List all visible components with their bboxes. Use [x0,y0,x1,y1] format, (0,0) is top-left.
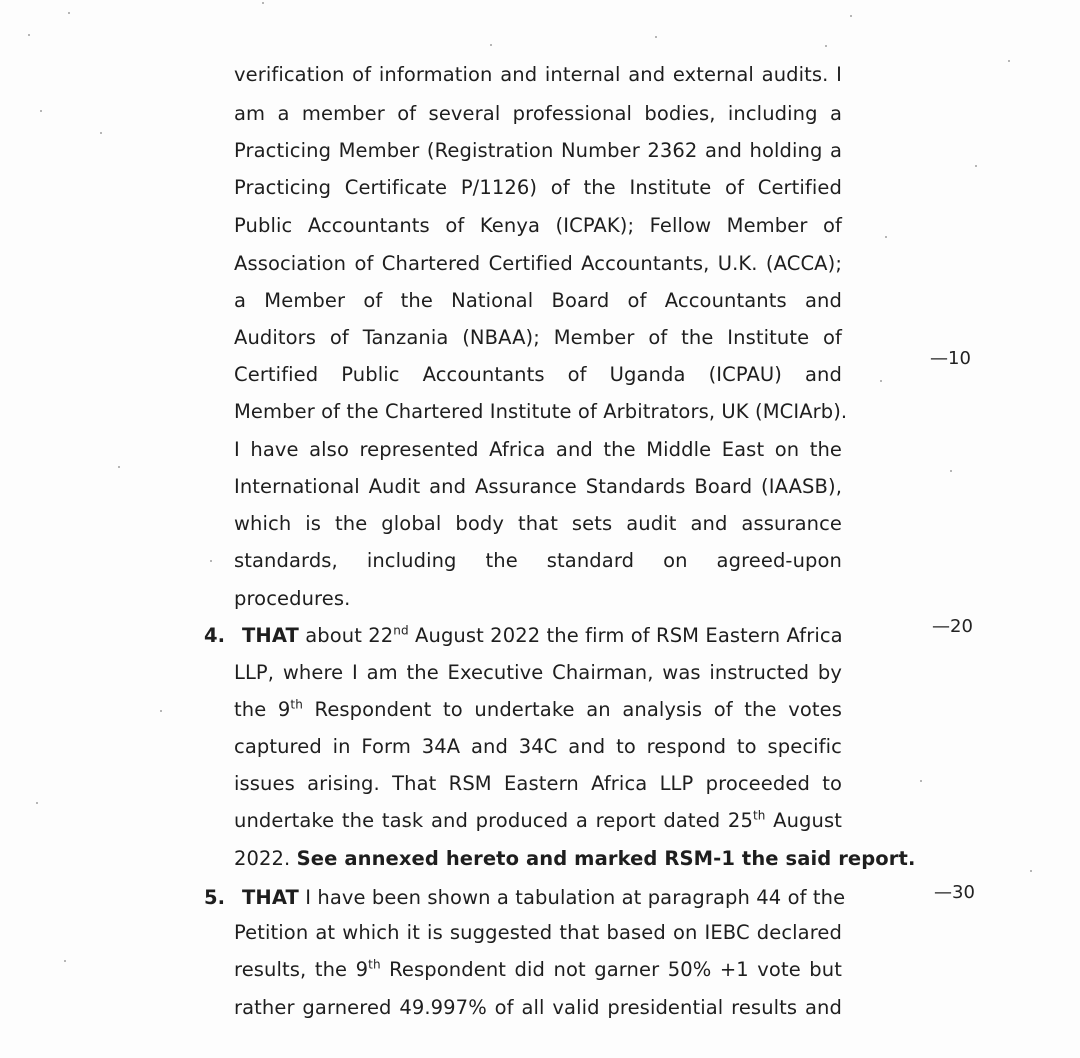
text-span: I have been shown a tabulation at paragraph 44 of the [305,886,846,909]
text-line: Auditors of Tanzania (NBAA); Member of the Institute of [234,326,842,349]
text-span: August 2022 the firm of RSM Eastern Africa [415,624,843,647]
text-line: Certified Public Accountants of Uganda (ICPAU) and [234,363,842,386]
text-span: about 22 [305,624,394,647]
superscript: th [368,957,381,972]
text-line: am a member of several professional bodies, including a [234,102,842,125]
scan-speck [40,110,42,112]
text-line: captured in Form 34A and 34C and to respond to specific [234,735,842,758]
scan-speck [36,802,38,804]
text-line: which is the global body that sets audit and assurance [234,512,842,535]
paragraph-number: 5. [204,886,225,909]
text-line: Association of Chartered Certified Accountants, U.K. (ACCA); [234,252,842,275]
text-span: Respondent did not garner 50% +1 vote but [389,958,842,981]
paragraph-number: 4. [204,624,225,647]
scan-speck [118,466,120,468]
line-number-marker: —10 [930,348,971,369]
scan-speck [262,2,264,4]
text-line: rather garnered 49.997% of all valid presidential results and [234,996,842,1019]
annex-reference: See annexed hereto and marked RSM-1 the said report. [296,847,916,870]
that-keyword: THAT [242,886,299,909]
text-line [234,808,842,834]
text-line: procedures. [234,587,351,610]
superscript: nd [393,623,409,638]
text-line: I have also represented Africa and the Middle East on the [234,438,842,461]
text-line: LLP, where I am the Executive Chairman, was instructed by [234,661,842,684]
scan-speck [160,710,162,712]
scan-speck [210,560,212,562]
that-keyword: THAT [242,624,299,647]
text-line [234,957,842,983]
superscript: th [290,697,303,712]
text-line [234,846,916,872]
text-span: August [773,809,842,832]
scan-speck [885,236,887,238]
text-line: International Audit and Assurance Standards Board (IAASB), [234,475,842,498]
text-line: issues arising. That RSM Eastern Africa LLP proceeded to [234,772,842,795]
text-span: undertake the task and produced a report dated 25 [234,809,753,832]
text-line: a Member of the National Board of Accountants and [234,289,842,312]
text-span: the 9 [234,698,291,721]
scan-speck [100,132,102,134]
text-line: verification of information and internal and external audits. I [234,63,842,86]
superscript: th [752,808,766,823]
text-line [242,885,846,911]
scan-speck [1008,60,1010,62]
text-span: Respondent to undertake an analysis of the votes [314,698,842,721]
text-line: Member of the Chartered Institute of Arbitrators, UK (MCIArb). [234,400,848,423]
scan-speck [975,165,977,167]
text-line: Petition at which it is suggested that based on IEBC declared [234,921,842,944]
line-number-marker: —20 [932,616,973,637]
scan-speck [490,44,492,46]
scan-speck [64,960,66,962]
scan-speck [850,15,852,17]
text-line [234,697,842,723]
text-span: 2022. [234,847,291,870]
scan-speck [920,780,922,782]
scan-speck [880,380,882,382]
text-line: Practicing Certificate P/1126) of the Institute of Certified [234,176,842,199]
scan-speck [28,34,30,36]
line-number-marker: —30 [934,882,975,903]
scan-speck [825,45,827,47]
text-span: results, the 9 [234,958,369,981]
scan-speck [950,470,952,472]
scan-speck [1030,870,1032,872]
text-line: Practicing Member (Registration Number 2362 and holding a [234,139,842,162]
text-line: Public Accountants of Kenya (ICPAK); Fellow Member of [234,214,842,237]
scan-speck [655,36,657,38]
text-line: standards, including the standard on agreed-upon [234,549,842,572]
scan-speck [68,12,70,14]
text-line [242,623,842,649]
